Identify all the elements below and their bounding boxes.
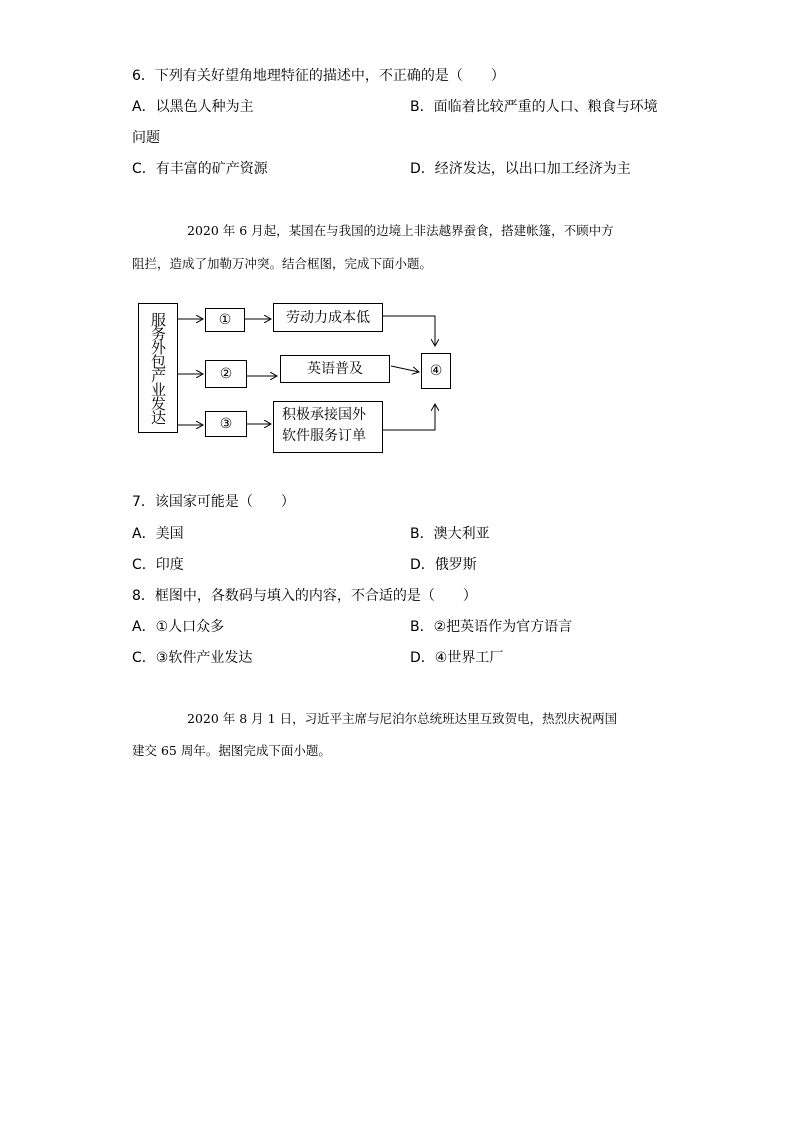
q7-option-c: C．印度: [132, 557, 184, 573]
q8-option-b: B．②把英语作为官方语言: [410, 619, 573, 635]
q8-stem: 8．框图中，各数码与填入的内容，不合适的是（ ）: [132, 588, 477, 604]
english-box: 英语普及: [280, 355, 390, 383]
outsourcing-orders-line2: 软件服务订单: [282, 428, 366, 444]
q6-option-b-continued: 问题: [132, 130, 160, 146]
q6-option-c: C．有丰富的矿产资源: [132, 161, 268, 177]
passage1-line2: 阻拦，造成了加勒万冲突。结合框图，完成下面小题。: [132, 256, 433, 271]
blank-box-1: ①: [205, 308, 245, 332]
q8-option-a: A．①人口众多: [132, 619, 225, 635]
outsourcing-orders-box: [273, 401, 383, 453]
passage1-line1: 2020 年 6 月起，某国在与我国的边境上非法越界蚕食，搭建帐篷，不顾中方: [187, 223, 614, 238]
blank-box-4: ④: [421, 353, 451, 389]
source-box: 服务外包产业发达: [138, 303, 178, 433]
q8-option-c: C．③软件产业发达: [132, 650, 253, 666]
q7-option-b: B．澳大利亚: [410, 526, 490, 542]
passage2-line1: 2020 年 8 月 1 日，习近平主席与尼泊尔总统班达里互致贺电，热烈庆祝两国: [187, 711, 618, 726]
q8-option-d: D．④世界工厂: [410, 650, 504, 666]
passage2-line2: 建交 65 周年。据图完成下面小题。: [132, 743, 331, 758]
arrow-box1-to-n4: [383, 316, 435, 346]
blank-box-3: ③: [205, 411, 247, 437]
q6-stem: 6．下列有关好望角地理特征的描述中，不正确的是（ ）: [132, 68, 505, 84]
q6-option-a: A．以黑色人种为主: [132, 99, 254, 115]
q6-option-b: B．面临着比较严重的人口、粮食与环境: [410, 99, 658, 115]
outsourcing-orders-line1: 积极承接国外: [282, 407, 366, 423]
q7-option-a: A．美国: [132, 526, 184, 542]
q7-option-d: D．俄罗斯: [410, 557, 477, 573]
q6-option-d: D．经济发达，以出口加工经济为主: [410, 161, 631, 177]
flow-diagram: [135, 300, 455, 460]
labor-cost-box: 劳动力成本低: [273, 303, 383, 332]
blank-box-2: ②: [205, 360, 247, 388]
arrow-box3-to-n4: [383, 404, 435, 430]
q7-stem: 7．该国家可能是（ ）: [132, 494, 295, 510]
arrow-box2-to-n4: [391, 366, 419, 372]
